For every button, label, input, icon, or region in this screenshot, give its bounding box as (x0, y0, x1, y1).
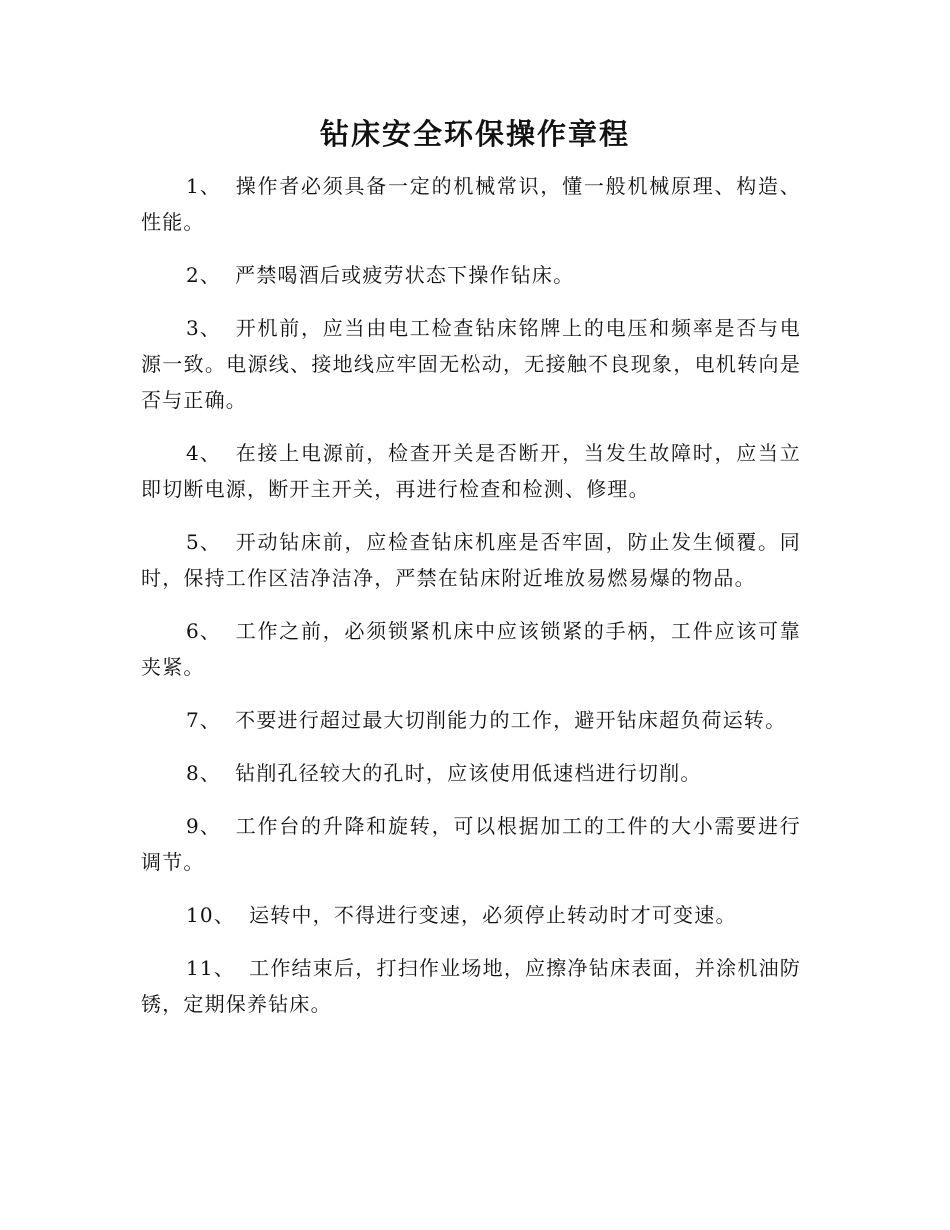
rule-item-9 (141, 808, 801, 880)
rule-item-10 (141, 897, 801, 933)
rule-text: 不要进行超过最大切削能力的工作，避开钻床超负荷运转。 (235, 708, 787, 732)
document-title: 钻床安全环保操作章程 (319, 117, 630, 151)
rule-number: 2、 (186, 263, 222, 287)
rule-number: 7、 (186, 708, 222, 732)
rule-number: 11、 (186, 956, 236, 980)
rule-text: 工作结束后，打扫作业场地，应擦净钻床表面，并涂机油防锈，定期保养钻床。 (141, 956, 801, 1016)
rule-item-1 (141, 168, 801, 240)
rule-text: 开动钻床前，应检查钻床机座是否牢固，防止发生倾覆。同时，保持工作区洁净洁净，严禁在钻床附近堆放易燃易爆的物品。 (141, 530, 801, 590)
rule-item-6 (141, 613, 801, 685)
rule-number: 9、 (186, 814, 222, 838)
rule-text: 开机前，应当由电工检查钻床铭牌上的电压和频率是否与电源一致。电源线、接地线应牢固无松动，无接触不良现象，电机转向是否与正确。 (141, 316, 801, 412)
rule-number: 5、 (186, 530, 222, 554)
rule-number: 3、 (186, 316, 222, 340)
rule-item-8 (141, 755, 801, 791)
rule-number: 1、 (186, 174, 222, 198)
rule-number: 4、 (186, 441, 222, 465)
rule-text: 工作之前，必须锁紧机床中应该锁紧的手柄，工件应该可靠夹紧。 (141, 619, 801, 679)
rule-number: 10、 (186, 903, 236, 927)
rules-list (141, 168, 801, 1039)
rule-number: 6、 (186, 619, 222, 643)
rule-text: 工作台的升降和旋转，可以根据加工的工件的大小需要进行调节。 (141, 814, 801, 874)
rule-item-11 (141, 950, 801, 1022)
rule-text: 严禁喝酒后或疲劳状态下操作钻床。 (235, 263, 575, 287)
rule-item-7 (141, 702, 801, 738)
rule-item-2 (141, 257, 801, 293)
rule-text: 运转中，不得进行变速，必须停止转动时才可变速。 (249, 903, 737, 927)
rule-text: 操作者必须具备一定的机械常识，懂一般机械原理、构造、性能。 (141, 174, 801, 234)
rule-item-3 (141, 310, 801, 418)
rule-item-4 (141, 435, 801, 507)
rule-text: 钻削孔径较大的孔时，应该使用低速档进行切削。 (235, 761, 702, 785)
rule-number: 8、 (186, 761, 222, 785)
rule-text: 在接上电源前，检查开关是否断开，当发生故障时，应当立即切断电源，断开主开关，再进行检查和检测、修理。 (141, 441, 801, 501)
rule-item-5 (141, 524, 801, 596)
